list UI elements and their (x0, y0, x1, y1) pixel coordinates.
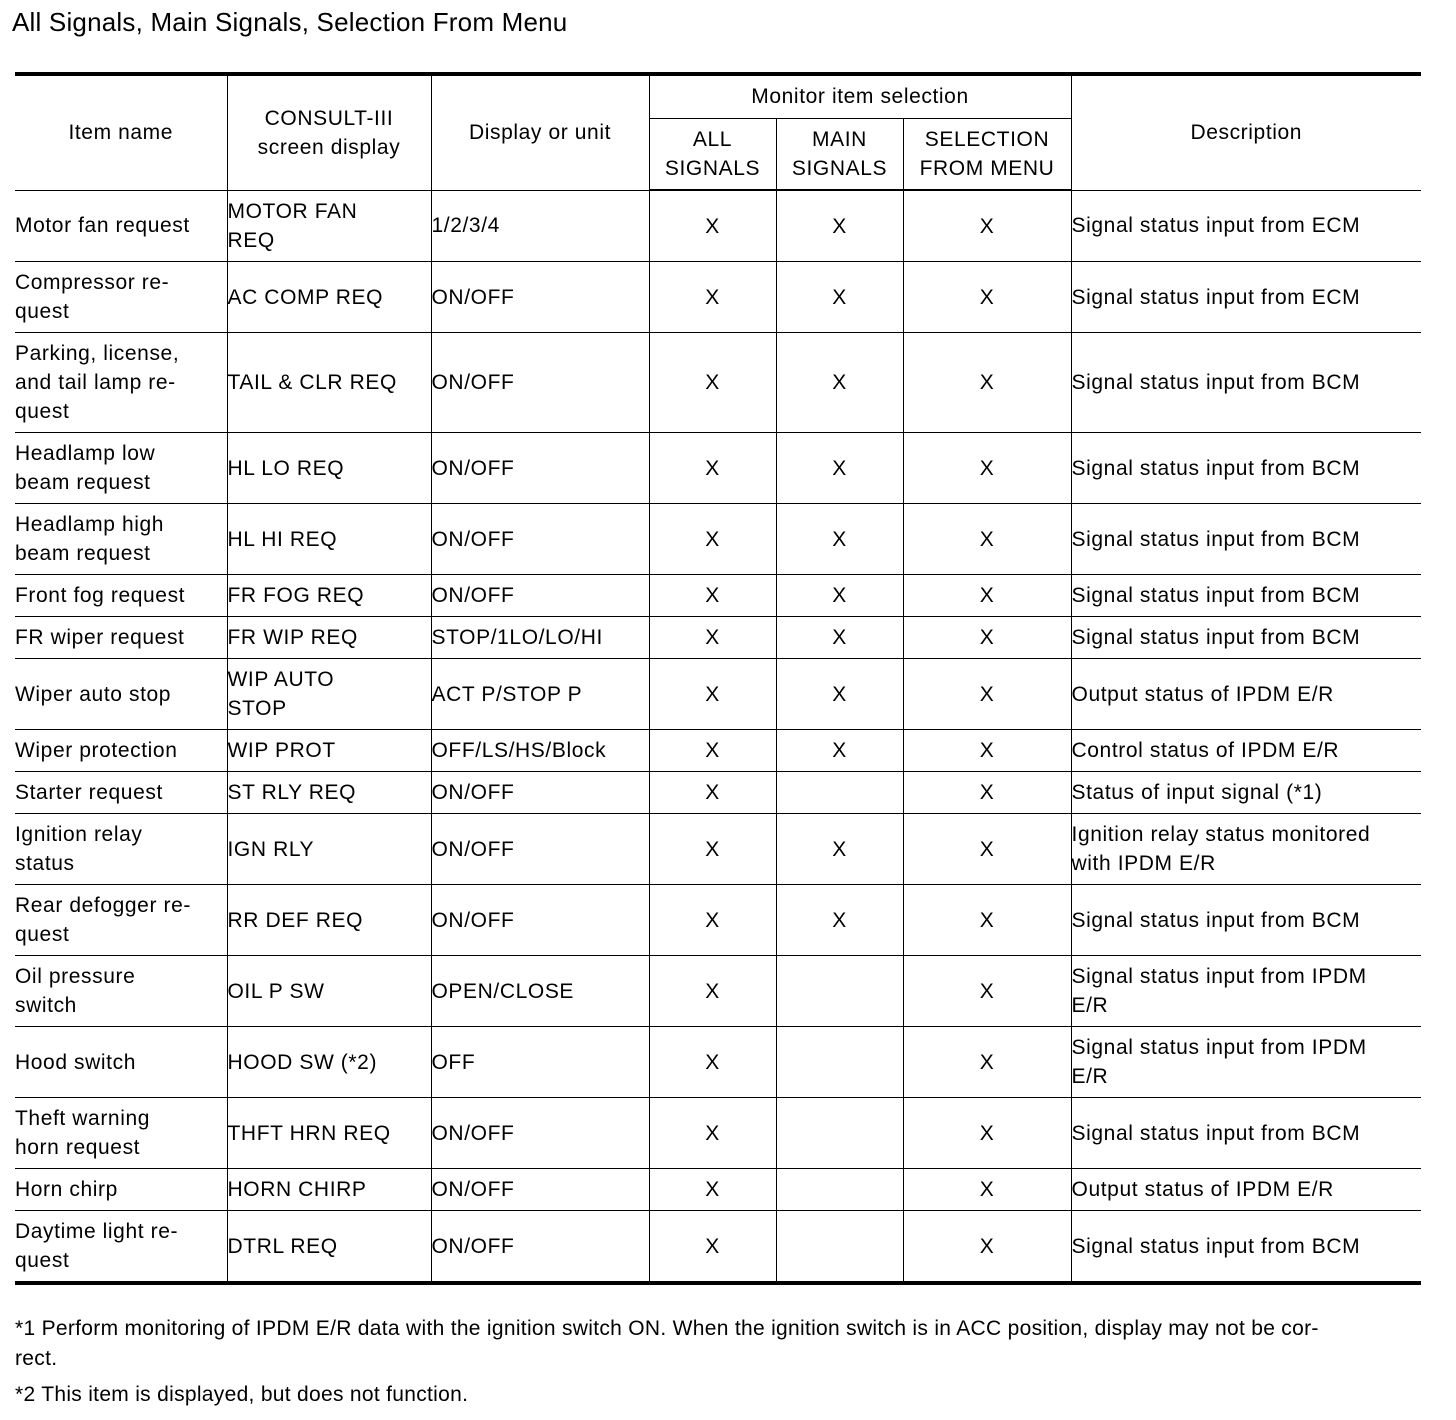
item-name-cell (15, 772, 227, 814)
main-signals-mark: X (776, 575, 903, 617)
screen-display-cell-line: THFT HRN REQ (227, 1121, 391, 1145)
main-signals-mark: X (776, 730, 903, 772)
description-cell-line: Control status of IPDM E/R (1071, 739, 1340, 762)
header-consult-line2: screen display (257, 135, 401, 159)
header-all-line1: ALL (692, 127, 733, 151)
screen-display-cell-line: DTRL REQ (227, 1234, 338, 1258)
display-unit-cell: ON/OFF (431, 504, 649, 575)
main-signals-mark: X (776, 190, 903, 262)
selection-from-menu-mark: X (903, 433, 1071, 504)
all-signals-mark: X (649, 617, 776, 659)
selection-from-menu-mark: X (903, 617, 1071, 659)
item-name-cell (15, 575, 227, 617)
item-name-cell-line: Starter request (15, 781, 163, 804)
description-cell-line: Signal status input from BCM (1071, 1121, 1361, 1145)
main-signals-mark (776, 1098, 903, 1169)
description-cell-line: Signal status input from BCM (1071, 456, 1361, 480)
screen-display-cell-line: WIP AUTO (227, 668, 335, 691)
all-signals-mark: X (649, 1211, 776, 1284)
screen-display-cell-line: STOP (227, 697, 287, 720)
selection-from-menu-mark: X (903, 659, 1071, 730)
table-row (15, 433, 1421, 504)
description-cell (1071, 1098, 1421, 1169)
page-title: All Signals, Main Signals, Selection From Menu (12, 7, 568, 37)
selection-from-menu-mark: X (903, 1098, 1071, 1169)
screen-display-cell (227, 617, 431, 659)
display-unit-cell: ACT P/STOP P (431, 659, 649, 730)
table-row (15, 659, 1421, 730)
table-row (15, 730, 1421, 772)
description-cell (1071, 956, 1421, 1027)
screen-display-cell-line: REQ (227, 228, 275, 252)
selection-from-menu-mark: X (903, 814, 1071, 885)
table-row (15, 1027, 1421, 1098)
item-name-cell-line: quest (15, 300, 70, 323)
description-cell-line: Signal status input from IPDM (1071, 1036, 1367, 1059)
item-name-cell-line: Compressor re- (15, 271, 170, 294)
main-signals-mark: X (776, 262, 903, 333)
description-cell (1071, 1169, 1421, 1211)
screen-display-cell (227, 333, 431, 433)
item-name-cell (15, 190, 227, 262)
description-cell-line: Ignition relay status monitored (1071, 823, 1371, 846)
all-signals-mark: X (649, 772, 776, 814)
item-name-cell (15, 262, 227, 333)
all-signals-mark: X (649, 504, 776, 575)
all-signals-mark: X (649, 1098, 776, 1169)
header-consult-line1: CONSULT-III (264, 106, 394, 130)
description-cell (1071, 772, 1421, 814)
header-sel-line2: FROM MENU (919, 156, 1055, 180)
selection-from-menu-mark: X (903, 885, 1071, 956)
screen-display-cell (227, 1027, 431, 1098)
description-cell-line: E/R (1071, 1065, 1109, 1088)
description-cell (1071, 190, 1421, 262)
item-name-cell-line: Rear defogger re- (15, 894, 191, 917)
description-cell-line: Signal status input from BCM (1071, 1234, 1361, 1258)
main-signals-mark (776, 1169, 903, 1211)
display-unit-cell: ON/OFF (431, 772, 649, 814)
header-sel-line1: SELECTION (924, 127, 1050, 151)
screen-display-cell (227, 433, 431, 504)
screen-display-cell (227, 814, 431, 885)
header-display-unit: Display or unit (431, 74, 649, 190)
footnote-2: *2 This item is displayed, but does not function. (15, 1383, 469, 1406)
item-name-cell-line: Daytime light re- (15, 1220, 179, 1243)
item-name-cell-line: FR wiper request (15, 626, 185, 649)
screen-display-cell (227, 575, 431, 617)
main-signals-mark: X (776, 433, 903, 504)
screen-display-cell-line: IGN RLY (227, 837, 315, 861)
description-cell-line: E/R (1071, 994, 1109, 1017)
header-monitor-selection: Monitor item selection (649, 74, 1071, 118)
display-unit-cell: ON/OFF (431, 262, 649, 333)
main-signals-mark: X (776, 617, 903, 659)
item-name-cell-line: beam request (15, 542, 151, 565)
item-name-cell (15, 659, 227, 730)
main-signals-mark (776, 1211, 903, 1284)
description-cell (1071, 617, 1421, 659)
screen-display-cell (227, 504, 431, 575)
item-name-cell (15, 1211, 227, 1284)
screen-display-cell (227, 659, 431, 730)
item-name-cell (15, 730, 227, 772)
description-cell-line: Signal status input from BCM (1071, 584, 1361, 607)
header-main-line1: MAIN (812, 127, 867, 151)
display-unit-cell: ON/OFF (431, 575, 649, 617)
description-cell (1071, 659, 1421, 730)
screen-display-cell-line: FR WIP REQ (227, 626, 358, 649)
screen-display-cell-line: WIP PROT (227, 739, 336, 762)
description-cell-line: Signal status input from BCM (1071, 626, 1361, 649)
screen-display-cell (227, 1211, 431, 1284)
item-name-cell-line: Parking, license, (15, 342, 180, 365)
table-row (15, 772, 1421, 814)
display-unit-cell: OFF (431, 1027, 649, 1098)
screen-display-cell (227, 772, 431, 814)
main-signals-mark (776, 772, 903, 814)
display-unit-cell: ON/OFF (431, 885, 649, 956)
footnotes (15, 1314, 1425, 1410)
screen-display-cell (227, 190, 431, 262)
all-signals-mark: X (649, 433, 776, 504)
item-name-cell-line: Headlamp low (15, 442, 156, 465)
item-name-cell-line: and tail lamp re- (15, 371, 176, 394)
description-cell-line: with IPDM E/R (1071, 852, 1216, 875)
screen-display-cell-line: ST RLY REQ (227, 781, 357, 804)
all-signals-mark: X (649, 885, 776, 956)
all-signals-mark: X (649, 1169, 776, 1211)
item-name-cell (15, 1169, 227, 1211)
item-name-cell (15, 1027, 227, 1098)
screen-display-cell-line: RR DEF REQ (227, 908, 364, 932)
selection-from-menu-mark: X (903, 333, 1071, 433)
item-name-cell (15, 956, 227, 1027)
description-cell-line: Output status of IPDM E/R (1071, 1178, 1334, 1201)
footnote-1-line2: rect. (15, 1347, 58, 1370)
table-row (15, 504, 1421, 575)
item-name-cell-line: Wiper protection (15, 739, 178, 762)
item-name-cell-line: Headlamp high (15, 513, 165, 536)
all-signals-mark: X (649, 814, 776, 885)
item-name-cell-line: horn request (15, 1136, 141, 1159)
selection-from-menu-mark: X (903, 730, 1071, 772)
description-cell-line: Output status of IPDM E/R (1071, 682, 1334, 706)
description-cell (1071, 504, 1421, 575)
screen-display-cell-line: FR FOG REQ (227, 584, 365, 607)
display-unit-cell: ON/OFF (431, 1098, 649, 1169)
item-name-cell-line: Ignition relay (15, 823, 143, 846)
table-row (15, 1098, 1421, 1169)
screen-display-cell-line: HL LO REQ (227, 456, 345, 480)
display-unit-cell: ON/OFF (431, 1211, 649, 1284)
table-row (15, 1211, 1421, 1284)
main-signals-mark: X (776, 504, 903, 575)
screen-display-cell-line: OIL P SW (227, 979, 325, 1003)
main-signals-mark: X (776, 885, 903, 956)
description-cell-line: Status of input signal (*1) (1071, 781, 1323, 804)
header-row-1 (15, 74, 1421, 118)
display-unit-cell: ON/OFF (431, 333, 649, 433)
item-name-cell-line: quest (15, 400, 70, 423)
display-unit-cell: OPEN/CLOSE (431, 956, 649, 1027)
description-cell-line: Signal status input from ECM (1071, 214, 1361, 238)
item-name-cell (15, 333, 227, 433)
item-name-cell (15, 617, 227, 659)
display-unit-cell: STOP/1LO/LO/HI (431, 617, 649, 659)
screen-display-cell (227, 262, 431, 333)
all-signals-mark: X (649, 190, 776, 262)
description-cell-line: Signal status input from BCM (1071, 527, 1361, 551)
screen-display-cell (227, 1098, 431, 1169)
footnote-1 (15, 1314, 1425, 1374)
header-consult-display (227, 74, 431, 190)
selection-from-menu-mark: X (903, 575, 1071, 617)
display-unit-cell: ON/OFF (431, 814, 649, 885)
screen-display-cell-line: HL HI REQ (227, 527, 338, 551)
item-name-cell-line: Horn chirp (15, 1178, 118, 1201)
selection-from-menu-mark: X (903, 262, 1071, 333)
description-cell-line: Signal status input from IPDM (1071, 965, 1367, 988)
description-cell (1071, 262, 1421, 333)
screen-display-cell-line: HORN CHIRP (227, 1178, 367, 1201)
item-name-cell (15, 814, 227, 885)
item-name-cell-line: Hood switch (15, 1050, 136, 1074)
description-cell (1071, 333, 1421, 433)
selection-from-menu-mark: X (903, 504, 1071, 575)
description-cell-line: Signal status input from BCM (1071, 371, 1361, 394)
display-unit-cell: ON/OFF (431, 433, 649, 504)
table-row (15, 1169, 1421, 1211)
screen-display-cell-line: MOTOR FAN (227, 199, 358, 223)
item-name-cell-line: switch (15, 994, 77, 1017)
all-signals-mark: X (649, 575, 776, 617)
screen-display-cell (227, 1169, 431, 1211)
main-signals-mark: X (776, 659, 903, 730)
main-signals-mark (776, 1027, 903, 1098)
main-signals-mark: X (776, 814, 903, 885)
selection-from-menu-mark: X (903, 772, 1071, 814)
table-row (15, 617, 1421, 659)
item-name-cell-line: quest (15, 923, 70, 946)
table-row (15, 814, 1421, 885)
table-row (15, 956, 1421, 1027)
item-name-cell-line: Theft warning (15, 1107, 151, 1130)
item-name-cell-line: Front fog request (15, 584, 186, 607)
header-main-signals (776, 118, 903, 190)
description-cell (1071, 730, 1421, 772)
monitor-item-table (15, 72, 1421, 1285)
item-name-cell-line: Oil pressure (15, 965, 136, 988)
header-description: Description (1071, 74, 1421, 190)
selection-from-menu-mark: X (903, 1027, 1071, 1098)
table-row (15, 262, 1421, 333)
selection-from-menu-mark: X (903, 1211, 1071, 1284)
table-body (15, 190, 1421, 1283)
item-name-cell-line: Wiper auto stop (15, 682, 172, 706)
description-cell-line: Signal status input from BCM (1071, 908, 1361, 932)
all-signals-mark: X (649, 659, 776, 730)
main-signals-mark (776, 956, 903, 1027)
screen-display-cell-line: HOOD SW (*2) (227, 1050, 378, 1074)
item-name-cell (15, 433, 227, 504)
all-signals-mark: X (649, 262, 776, 333)
screen-display-cell (227, 956, 431, 1027)
all-signals-mark: X (649, 1027, 776, 1098)
header-all-line2: SIGNALS (664, 156, 761, 180)
all-signals-mark: X (649, 333, 776, 433)
all-signals-mark: X (649, 956, 776, 1027)
selection-from-menu-mark: X (903, 956, 1071, 1027)
selection-from-menu-mark: X (903, 1169, 1071, 1211)
header-main-line2: SIGNALS (791, 156, 888, 180)
header-item-name: Item name (15, 74, 227, 190)
description-cell (1071, 1027, 1421, 1098)
main-signals-mark: X (776, 333, 903, 433)
item-name-cell (15, 1098, 227, 1169)
display-unit-cell: ON/OFF (431, 1169, 649, 1211)
all-signals-mark: X (649, 730, 776, 772)
description-cell (1071, 575, 1421, 617)
item-name-cell (15, 885, 227, 956)
footnote-1-line1: *1 Perform monitoring of IPDM E/R data with the ignition switch ON. When the ignition switch is in ACC position, display may not be cor- (15, 1317, 1319, 1340)
table-row (15, 190, 1421, 262)
screen-display-cell (227, 885, 431, 956)
display-unit-cell: 1/2/3/4 (431, 190, 649, 262)
item-name-cell-line: beam request (15, 471, 151, 494)
table-row (15, 333, 1421, 433)
item-name-cell-line: status (15, 852, 75, 875)
description-cell (1071, 433, 1421, 504)
screen-display-cell-line: TAIL & CLR REQ (227, 371, 397, 394)
item-name-cell-line: Motor fan request (15, 214, 190, 238)
header-selection-from-menu (903, 118, 1071, 190)
table-row (15, 885, 1421, 956)
description-cell (1071, 885, 1421, 956)
display-unit-cell: OFF/LS/HS/Block (431, 730, 649, 772)
item-name-cell (15, 504, 227, 575)
table-row (15, 575, 1421, 617)
description-cell-line: Signal status input from ECM (1071, 285, 1361, 309)
selection-from-menu-mark: X (903, 190, 1071, 262)
screen-display-cell (227, 730, 431, 772)
screen-display-cell-line: AC COMP REQ (227, 285, 384, 309)
description-cell (1071, 1211, 1421, 1284)
item-name-cell-line: quest (15, 1249, 70, 1272)
header-all-signals (649, 118, 776, 190)
description-cell (1071, 814, 1421, 885)
